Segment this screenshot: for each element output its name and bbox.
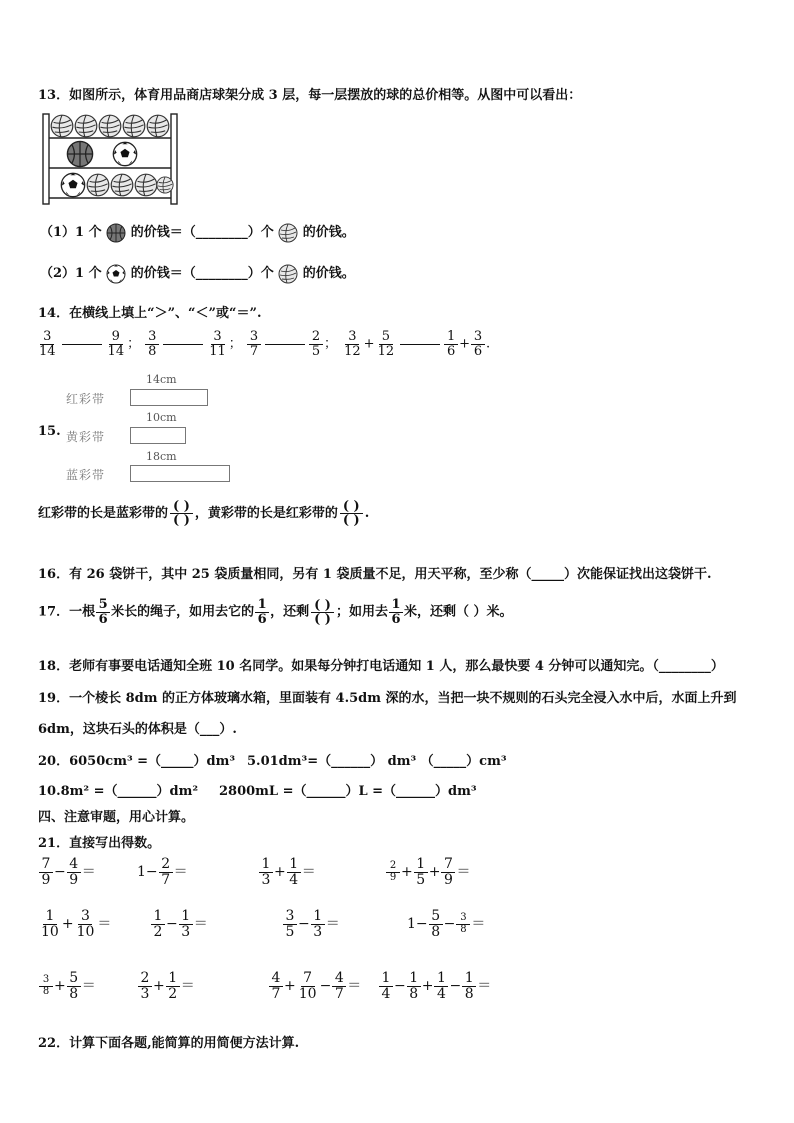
red-ribbon-label: 红彩带 [66,392,106,406]
q21-r1-d: $\frac{2}{9}$ + $\frac{1}{5}$ + $\frac{7}{9}$ ＝ [385,857,470,887]
basketball-icon [106,223,126,243]
q21-r1-a: $\frac{7}{9}$ − $\frac{4}{9}$ ＝ [38,857,96,887]
section-4-heading: 四、注意审题，用心计算。 [38,810,195,825]
fraction: $\frac{3}{11}$ [209,329,226,359]
volleyball-icon [99,115,121,137]
volleyball-icon [75,115,97,137]
q13-sub2-c: 的价钱。 [302,266,355,281]
q13-sub2 [40,262,355,284]
q18-text: 18．老师有事要电话通知全班 10 名同学。如果每分钟打电话通知 1 人，那么最快要 4 分钟可以通知完。（________） [38,659,724,674]
soccer-ball-icon [113,142,136,165]
fraction: $\frac{1}{6}$ [255,598,269,626]
fraction: $\frac{5}{12}$ [377,329,395,359]
volleyball-icon [111,174,133,196]
fraction: $\frac{3}{14}$ [39,329,56,359]
ball-rack [40,110,180,206]
q13-sub2-b: 的价钱＝（________）个 [130,266,274,281]
answer-fraction[interactable]: $\frac{( )}{( )}$ [340,500,363,527]
q19-line2: 6dm，这块石头的体积是（___）. [38,722,237,737]
volleyball-icon [135,174,157,196]
q13-sub1-c: 的价钱。 [302,225,355,240]
q21-r2-c: $\frac{3}{5}$ − $\frac{1}{3}$ ＝ [282,909,340,939]
answer-blank[interactable] [62,344,102,345]
answer-blank[interactable] [265,344,305,345]
q14-comparisons: $\frac{3}{14}$ $\frac{9}{14}$ ； $\frac{3}{8}$ $\frac{3}{11}$ ； $\frac{3}{7}$ $\frac{2}{5}$ ； $\frac{3}{12}$ + $\frac{5}{12}$ $\frac{1}{6}$ + $\frac{3}{6}$ . [39,329,491,359]
q21-r3-a: $\frac{3}{8}$ + $\frac{5}{8}$ ＝ [38,971,96,1001]
q21-r3-c: $\frac{4}{7}$ + $\frac{7}{10}$ − $\frac{4}{7}$ ＝ [268,971,361,1001]
blue-ribbon-label: 蓝彩带 [66,468,106,482]
yellow-ribbon-length: 10cm [146,411,177,424]
fraction: $\frac{9}{14}$ [107,329,125,359]
fraction: $\frac{3}{7}$ [247,330,261,358]
q21-r2-a: $\frac{1}{10}$ + $\frac{3}{10}$ ＝ [41,908,112,940]
fraction: $\frac{1}{6}$ [444,330,458,358]
ball-rack-figure [40,110,180,206]
blue-ribbon-length: 18cm [146,450,177,463]
fraction: $\frac{3}{12}$ [344,329,361,359]
yellow-ribbon-label: 黄彩带 [66,430,106,444]
red-ribbon-length: 14cm [146,373,177,386]
volleyball-icon [123,115,145,137]
volleyball-icon [157,177,173,193]
q13-sub2-a: （2）1 个 [40,266,102,281]
fraction: $\frac{3}{8}$ [145,330,159,358]
soccer-ball-icon [106,264,126,284]
q20-line1a: 20．6050cm³ =（_____）dm³ [38,754,236,769]
volleyball-icon [87,174,109,196]
q22-text: 22．计算下面各题,能简算的用简便方法计算. [38,1036,300,1051]
volleyball-icon [278,223,298,243]
q20-line2a: 10.8m² =（______）dm² [38,784,199,799]
q13-stem: 13．如图所示，体育用品商店球架分成 3 层，每一层摆放的球的总价相等。从图中可以看出： [38,88,582,103]
volleyball-icon [51,115,73,137]
q13-sub1-b: 的价钱＝（________）个 [130,225,274,240]
q20-line2b: 2800mL =（______）L =（______）dm³ [219,784,477,799]
q15-question: 红彩带的长是蓝彩带的 $\frac{( )}{( )}$ ，黄彩带的长是红彩带的 $\frac{( )}{( )}$ . [38,499,370,528]
volleyball-icon [147,115,169,137]
yellow-ribbon-bar [130,427,186,444]
q21-r3-b: $\frac{2}{3}$ + $\frac{1}{2}$ ＝ [137,971,195,1001]
q17: 17．一根 $\frac{5}{6}$ 米长的绳子，如用去它的 $\frac{1}{6}$ ，还剩 $\frac{( )}{( )}$ ；如用去 $\frac{1}{6}$ 米，还剩（ ）米。 [38,597,513,627]
red-ribbon-bar [130,389,208,406]
fraction: $\frac{5}{6}$ [96,598,110,626]
fraction: $\frac{3}{6}$ [471,330,485,358]
q20-line1b: 5.01dm³=（______） dm³ （_____）cm³ [247,754,507,769]
soccer-ball-icon [61,173,84,196]
q21-r2-d: 1− $\frac{5}{8}$ − $\frac{3}{8}$ ＝ [407,908,486,940]
volleyball-icon [278,264,298,284]
q14-stem: 14．在横线上填上“＞”、“＜”或“＝”. [38,306,262,321]
q19-line1: 19．一个棱长 8dm 的正方体玻璃水箱，里面装有 4.5dm 深的水，当把一块不规则的石头完全浸入水中后，水面上升到 [38,691,737,706]
answer-blank[interactable] [400,344,440,345]
q21-r3-d: $\frac{1}{4}$ − $\frac{1}{8}$ + $\frac{1}{4}$ − $\frac{1}{8}$ ＝ [378,971,491,1001]
q21-stem: 21．直接写出得数。 [38,836,161,851]
q21-r1-b: 1− $\frac{2}{7}$ ＝ [137,856,188,888]
answer-blank[interactable] [163,344,203,345]
q21-r2-b: $\frac{1}{2}$ − $\frac{1}{3}$ ＝ [150,909,208,939]
q16-text: 16．有 26 袋饼干，其中 25 袋质量相同，另有 1 袋质量不足，用天平称，至少称（_____）次能保证找出这袋饼干. [38,567,712,582]
q13-sub1 [40,221,355,243]
basketball-icon [67,141,92,166]
q21-r1-c: $\frac{1}{3}$ + $\frac{1}{4}$ ＝ [258,857,316,887]
fraction: $\frac{2}{5}$ [309,330,323,358]
answer-fraction[interactable]: $\frac{( )}{( )}$ [311,599,334,626]
blue-ribbon-bar [130,465,230,482]
q13-sub1-a: （1）1 个 [40,225,102,240]
answer-fraction[interactable]: $\frac{( )}{( )}$ [170,500,193,527]
fraction: $\frac{1}{6}$ [389,598,403,626]
q15-number: 15. [38,424,61,439]
